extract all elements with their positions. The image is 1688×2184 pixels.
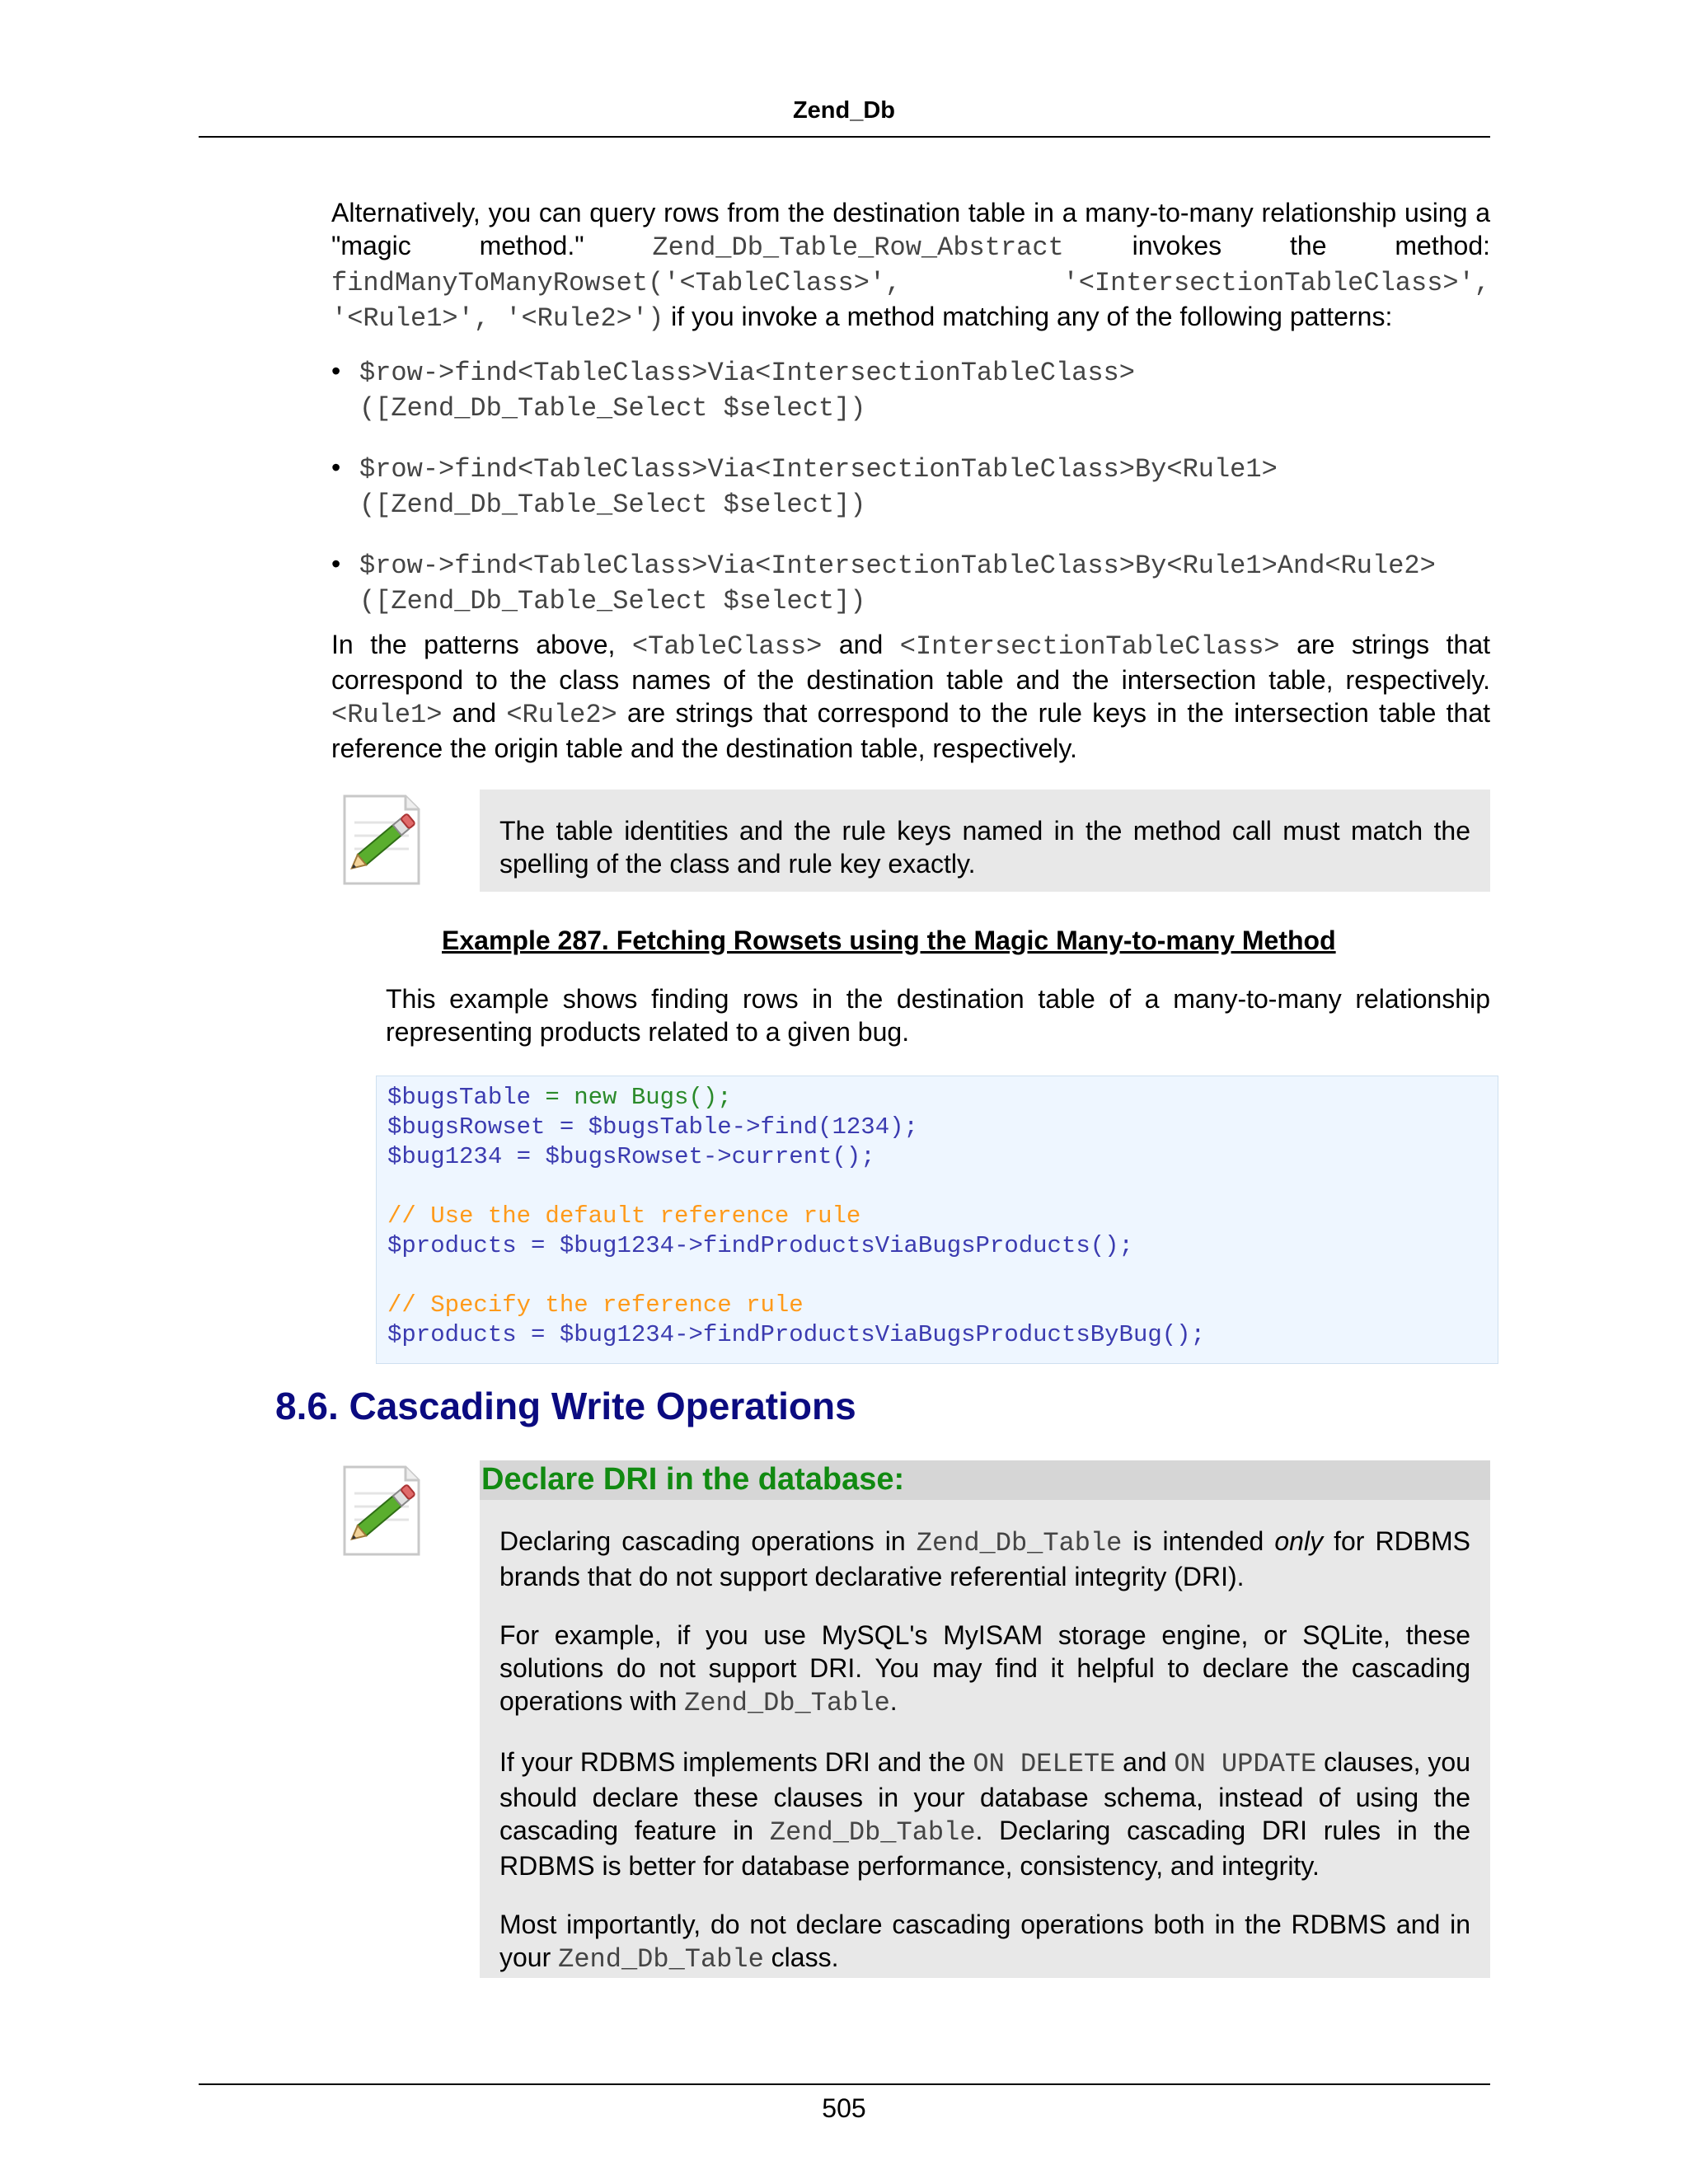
running-header: Zend_Db: [792, 97, 896, 124]
inline-code: Zend_Db_Table: [916, 1528, 1123, 1558]
bullet-icon: •: [331, 356, 341, 386]
inline-code: <Rule2>: [506, 700, 617, 730]
text: For example, if you use MySQL's MyISAM storage engine, or SQLite, these solutions do not support DRI. You may find it helpful to declare the cascading operations with: [499, 1620, 1470, 1716]
class-name-code: Zend_Db_Table_Row_Abstract: [652, 232, 1064, 263]
text: .: [889, 1686, 898, 1716]
code-line: [387, 1083, 1205, 1113]
code-line: [387, 1231, 1205, 1261]
code-line: [387, 1261, 1205, 1291]
intro-text: invokes the method:: [1063, 231, 1491, 260]
inline-code: <Rule1>: [331, 700, 443, 730]
page-number: 505: [822, 2093, 866, 2123]
intro-text: if you invoke a method matching any of the following patterns:: [663, 302, 1393, 331]
code-line: [387, 1142, 1205, 1172]
text: In the patterns above,: [331, 630, 632, 659]
section-heading: 8.6. Cascading Write Operations: [275, 1385, 856, 1427]
emphasis: only: [1274, 1526, 1324, 1556]
code-variable: $bug1234: [387, 1143, 503, 1170]
note-paragraph: [499, 1908, 1470, 1976]
code-expression: = $bugsRowset->current();: [502, 1143, 875, 1170]
text: are strings that correspond to the rule keys in the intersection table that reference the origin table and the destination table, respectively.: [331, 698, 1491, 763]
header-divider: [199, 136, 1490, 138]
text: for RDBMS brands that do not support declarative referential integrity (DRI).: [499, 1526, 1471, 1591]
note-paragraph: [499, 1619, 1470, 1720]
inline-code: <IntersectionTableClass>: [899, 631, 1280, 662]
inline-code: <TableClass>: [631, 631, 823, 662]
example-description: This example shows finding rows in the destination table of a many-to-many relationship representing products related to a given bug.: [386, 984, 1490, 1047]
code-listing: [387, 1083, 1205, 1350]
text: and: [442, 698, 507, 728]
bullet-icon: •: [331, 549, 341, 579]
pattern-code: ([Zend_Db_Table_Select $select]): [359, 393, 866, 424]
pattern-item: [331, 354, 1490, 425]
pattern-code: ([Zend_Db_Table_Select $select]): [359, 586, 866, 616]
code-line: [387, 1113, 1205, 1142]
text: Declaring cascading operations in: [499, 1526, 917, 1556]
note-body: [499, 1525, 1470, 2002]
intro-paragraph: [331, 196, 1490, 335]
pencil-note-icon: [338, 1464, 425, 1559]
code-comment: // Specify the reference rule: [387, 1291, 804, 1319]
code-expression: = new Bugs();: [531, 1084, 732, 1111]
note-paragraph: [499, 1525, 1470, 1593]
text: Most importantly, do not declare cascading operations both in the RDBMS and in your: [499, 1910, 1470, 1972]
note-text: The table identities and the rule keys named in the method call must match the spelling of the class and rule key exactly.: [499, 816, 1470, 879]
code-expression: = $bugsTable->find(1234);: [545, 1113, 918, 1141]
inline-code: Zend_Db_Table: [684, 1688, 890, 1718]
text: class.: [763, 1943, 839, 1972]
pattern-item: [331, 547, 1490, 618]
code-expression: = $bug1234->findProductsViaBugsProducts();: [516, 1232, 1133, 1259]
code-expression: = $bug1234->findProductsViaBugsProductsByBug();: [516, 1321, 1205, 1348]
code-line: [387, 1202, 1205, 1231]
bullet-icon: •: [331, 452, 341, 482]
pattern-list: [331, 354, 1490, 644]
method-call-code: findManyToManyRowset('<TableClass>', '<IntersectionTableClass>', '<Rule1>', '<Rule2>'): [331, 268, 1490, 334]
pattern-item: [331, 451, 1490, 522]
inline-code: ON UPDATE: [1174, 1749, 1317, 1779]
code-line: [387, 1320, 1205, 1350]
pencil-note-icon: [338, 793, 425, 888]
code-line: [387, 1291, 1205, 1320]
text: are strings that correspond to the class names of the destination table and the intersection table, respectively.: [331, 630, 1491, 695]
text: . Declaring cascading DRI rules in the RDBMS is better for database performance, consistency, and integrity.: [499, 1816, 1471, 1881]
note-paragraph: [499, 1746, 1470, 1882]
inline-code: Zend_Db_Table: [558, 1944, 764, 1975]
text: is intended: [1122, 1526, 1275, 1556]
pattern-code: $row->find<TableClass>Via<IntersectionTableClass>: [359, 358, 1135, 388]
code-comment: // Use the default reference rule: [387, 1202, 861, 1230]
note-title: Declare DRI in the database:: [481, 1462, 905, 1497]
code-variable: $products: [387, 1321, 517, 1348]
pattern-code: $row->find<TableClass>Via<IntersectionTableClass>By<Rule1>And<Rule2>: [359, 551, 1436, 581]
code-variable: $bugsTable: [387, 1084, 532, 1111]
explanation-paragraph: [331, 628, 1490, 765]
intro-text: Alternatively, you can query rows from the destination table in a many-to-many relationship using a "magic method.": [331, 198, 1490, 260]
footer-divider: [199, 2083, 1490, 2085]
text: and: [822, 630, 900, 659]
pattern-code: ([Zend_Db_Table_Select $select]): [359, 490, 866, 520]
code-line: [387, 1172, 1205, 1202]
text: If your RDBMS implements DRI and the: [499, 1747, 973, 1777]
pattern-code: $row->find<TableClass>Via<IntersectionTableClass>By<Rule1>: [359, 454, 1278, 485]
example-title: Example 287. Fetching Rowsets using the Magic Many-to-many Method: [442, 926, 1336, 955]
text: and: [1115, 1747, 1175, 1777]
inline-code: Zend_Db_Table: [769, 1817, 976, 1848]
text: clauses, you should declare these clauses in your database schema, instead of using the cascading feature in: [499, 1747, 1471, 1845]
code-variable: $bugsRowset: [387, 1113, 546, 1141]
code-variable: $products: [387, 1232, 517, 1259]
inline-code: ON DELETE: [973, 1749, 1116, 1779]
